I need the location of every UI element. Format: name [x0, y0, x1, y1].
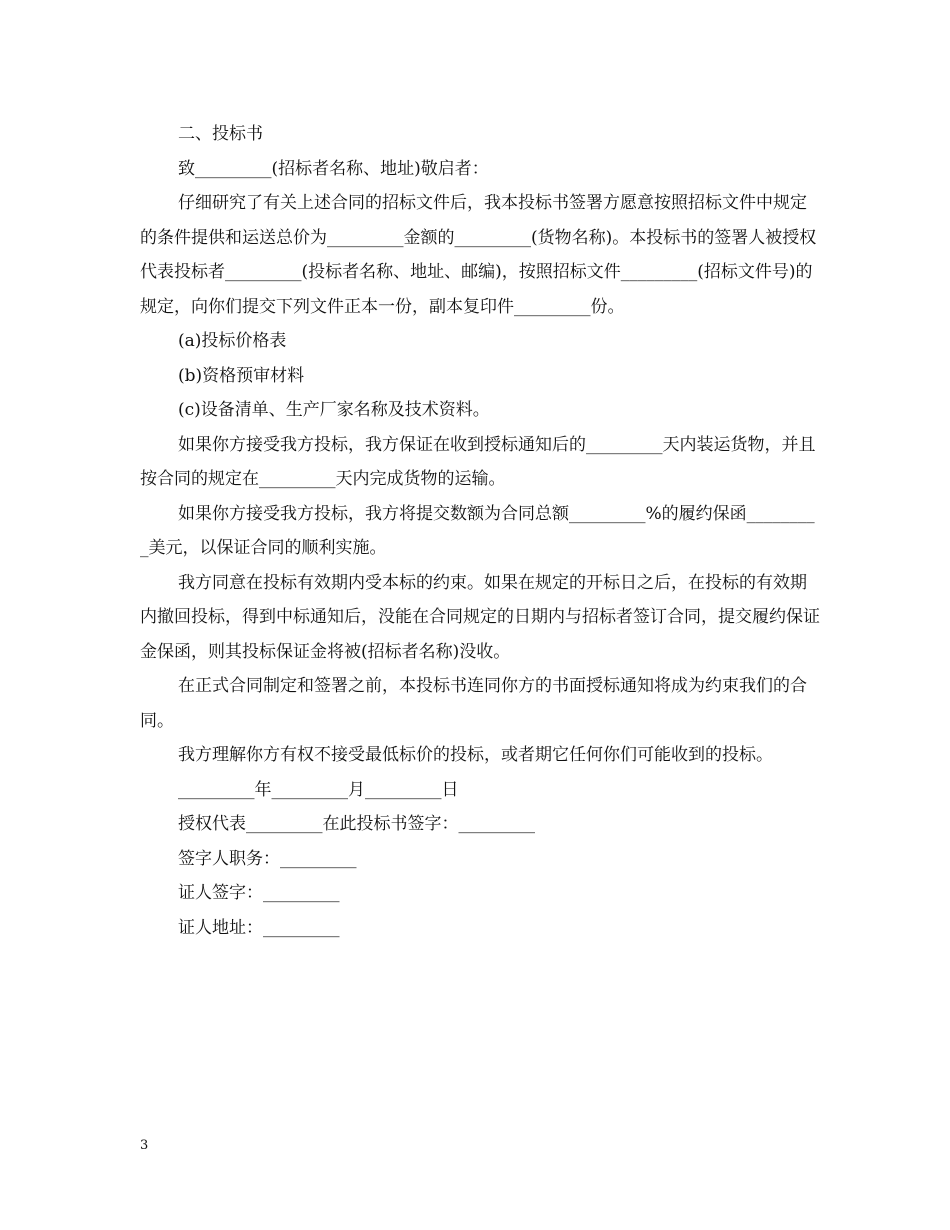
- page-number: 3: [140, 1138, 149, 1153]
- paragraph: 仔细研究了有关上述合同的招标文件后，我本投标书签署方愿意按照招标文件中规定的条件提供和运送总价为_________金额的_________(货物名称)。本投标书的签署人被授权代表投标者_________(投标者名称、地址、邮编)，按照招标文件_________(招标文件号)的规定，向你们提交下列文件正本一份，副本复印件_________份。: [140, 193, 817, 317]
- date-line: _________年_________月_________日: [178, 779, 459, 800]
- signature-line: 授权代表_________在此投标书签字：_________: [178, 814, 535, 834]
- document-body: [140, 117, 820, 945]
- list-item: (b)资格预审材料: [178, 365, 305, 386]
- witness-address-line: 证人地址：_________: [178, 917, 340, 938]
- paragraph: 我方理解你方有权不接受最低标价的投标，或者期它任何你们可能收到的投标。: [178, 745, 773, 765]
- list-item: (a)投标价格表: [178, 331, 287, 351]
- list-item: (c)设备清单、生产厂家名称及技术资料。: [178, 400, 490, 420]
- signer-title-line: 签字人职务：_________: [178, 848, 357, 869]
- paragraph: 我方同意在投标有效期内受本标的约束。如果在规定的开标日之后，在投标的有效期内撤回投标，得到中标通知后，没能在合同规定的日期内与招标者签订合同，提交履约保证金保函，则其投标保证金将被(招标者名称)没收。: [140, 572, 820, 662]
- witness-signature-line: 证人签字：_________: [178, 883, 340, 903]
- paragraph: 在正式合同制定和签署之前，本投标书连同你方的书面授标通知将成为约束我们的合同。: [140, 676, 807, 731]
- addressee-line: 致_________(招标者名称、地址)敬启者：: [178, 158, 489, 179]
- paragraph: 如果你方接受我方投标，我方保证在收到授标通知后的_________天内装运货物，并且按合同的规定在_________天内完成货物的运输。: [140, 434, 816, 489]
- paragraph: 如果你方接受我方投标，我方将提交数额为合同总额_________%的履约保函_________美元，以保证合同的顺利实施。: [140, 503, 815, 558]
- section-heading: 二、投标书: [178, 124, 263, 144]
